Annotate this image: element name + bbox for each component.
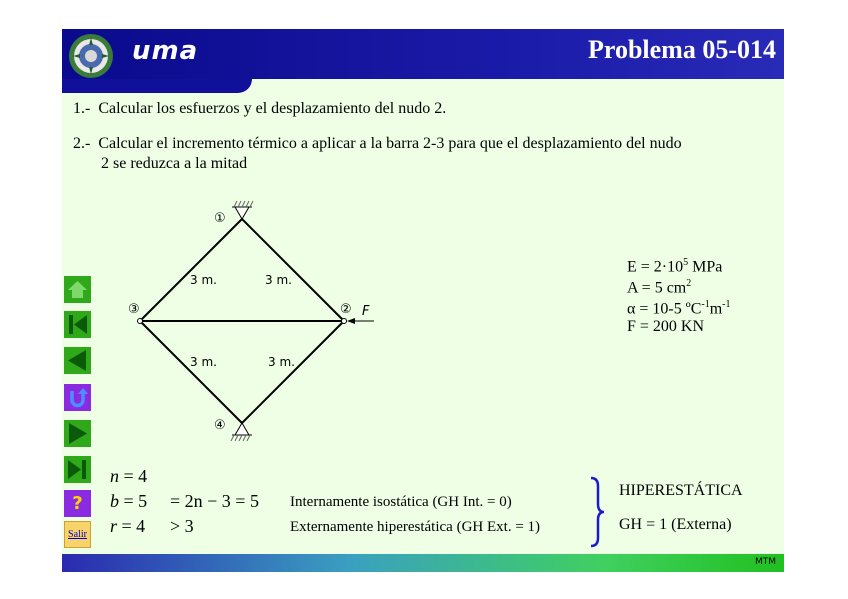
next-page-button[interactable] bbox=[64, 420, 91, 447]
university-seal-icon bbox=[68, 33, 114, 79]
result-hyperstatic: HIPERESTÁTICA bbox=[619, 482, 743, 499]
result-gh-total: GH = 1 (Externa) bbox=[619, 516, 732, 533]
var-b: b bbox=[110, 491, 119, 511]
equation-n bbox=[110, 466, 147, 486]
property-F: F = 200 KN bbox=[627, 318, 705, 335]
arrow-right-icon bbox=[64, 420, 91, 447]
skip-back-icon bbox=[64, 311, 91, 338]
node-label-4: ④ bbox=[214, 418, 226, 433]
property-A-exponent: 2 bbox=[686, 278, 692, 289]
property-E-text: E = 2·10 bbox=[627, 258, 684, 276]
property-A-text: A = 5 cm bbox=[627, 279, 687, 297]
statement-2-number: 2.- bbox=[73, 135, 91, 152]
property-alpha-exponent-1: -1 bbox=[701, 299, 710, 310]
var-n: n bbox=[110, 466, 119, 486]
force-label: F bbox=[362, 304, 370, 319]
footer-credit: MTM bbox=[754, 557, 776, 567]
node-label-2: ② bbox=[340, 302, 352, 317]
arrow-left-icon bbox=[64, 347, 91, 374]
exit-button[interactable]: Salir bbox=[64, 521, 91, 548]
joint-2 bbox=[342, 319, 347, 324]
property-alpha-exponent-2: -1 bbox=[722, 299, 731, 310]
formula-r: > 3 bbox=[170, 516, 194, 536]
statement-2-text-line2: 2 se reduzca a la mitad bbox=[101, 155, 248, 172]
bar-1-3 bbox=[140, 219, 242, 321]
help-button[interactable]: ? bbox=[64, 490, 91, 517]
home-button[interactable] bbox=[64, 276, 91, 303]
bar-1-2 bbox=[242, 219, 344, 321]
statement-2 bbox=[73, 134, 682, 154]
skip-forward-icon bbox=[64, 456, 91, 483]
property-alpha bbox=[627, 295, 731, 319]
statement-1-text: Calcular los esfuerzos y el desplazamiento del nudo 2. bbox=[98, 100, 447, 117]
value-b: = 5 bbox=[119, 491, 148, 511]
brand-logo-text: uma bbox=[132, 36, 199, 66]
truss-diagram bbox=[122, 191, 382, 456]
bar-3-4 bbox=[140, 321, 242, 423]
property-E-exponent: 5 bbox=[683, 257, 689, 268]
home-icon bbox=[64, 276, 91, 303]
return-arrow-icon bbox=[64, 384, 91, 411]
property-E-unit: MPa bbox=[688, 258, 723, 276]
pin-support-top bbox=[232, 201, 253, 219]
header-tab bbox=[62, 79, 252, 93]
page-title: Problema 05-014 bbox=[588, 35, 776, 64]
truss-bars bbox=[140, 219, 344, 423]
curly-brace-icon bbox=[588, 476, 608, 548]
statement-1-number: 1.- bbox=[73, 100, 91, 117]
bar-2-4 bbox=[242, 321, 344, 423]
footer-bar bbox=[62, 554, 784, 572]
pin-support-bottom bbox=[231, 423, 252, 441]
joint-3 bbox=[138, 319, 143, 324]
bar-length-label-1-3: 3 m. bbox=[190, 273, 217, 287]
external-classification: Externamente hiperestática (GH Ext. = 1) bbox=[290, 519, 541, 535]
bar-length-label-2-4: 3 m. bbox=[268, 355, 295, 369]
bar-length-label-1-2: 3 m. bbox=[265, 273, 292, 287]
internal-classification: Internamente isostática (GH Int. = 0) bbox=[290, 494, 512, 510]
previous-page-button[interactable] bbox=[64, 347, 91, 374]
force-arrow bbox=[347, 318, 374, 324]
bar-length-label-3-4: 3 m. bbox=[190, 355, 217, 369]
property-alpha-text: α = 10-5 ºC bbox=[627, 300, 702, 318]
var-r: r bbox=[110, 516, 118, 536]
header-bar bbox=[62, 29, 784, 79]
property-alpha-unit: m bbox=[709, 300, 723, 318]
slide bbox=[62, 29, 784, 572]
last-page-button[interactable] bbox=[64, 456, 91, 483]
node-label-1: ① bbox=[214, 211, 226, 226]
return-button[interactable] bbox=[64, 384, 91, 411]
equation-b bbox=[110, 491, 147, 511]
value-n: = 4 bbox=[119, 466, 148, 486]
formula-b: = 2n − 3 = 5 bbox=[170, 491, 259, 511]
value-r: = 4 bbox=[117, 516, 146, 536]
first-page-button[interactable] bbox=[64, 311, 91, 338]
equation-r bbox=[110, 516, 145, 536]
statement-1 bbox=[73, 99, 446, 119]
statement-2-text-line1: Calcular el incremento térmico a aplicar a la barra 2-3 para que el desplazamiento del nudo bbox=[98, 135, 682, 152]
node-label-3: ③ bbox=[128, 302, 140, 317]
